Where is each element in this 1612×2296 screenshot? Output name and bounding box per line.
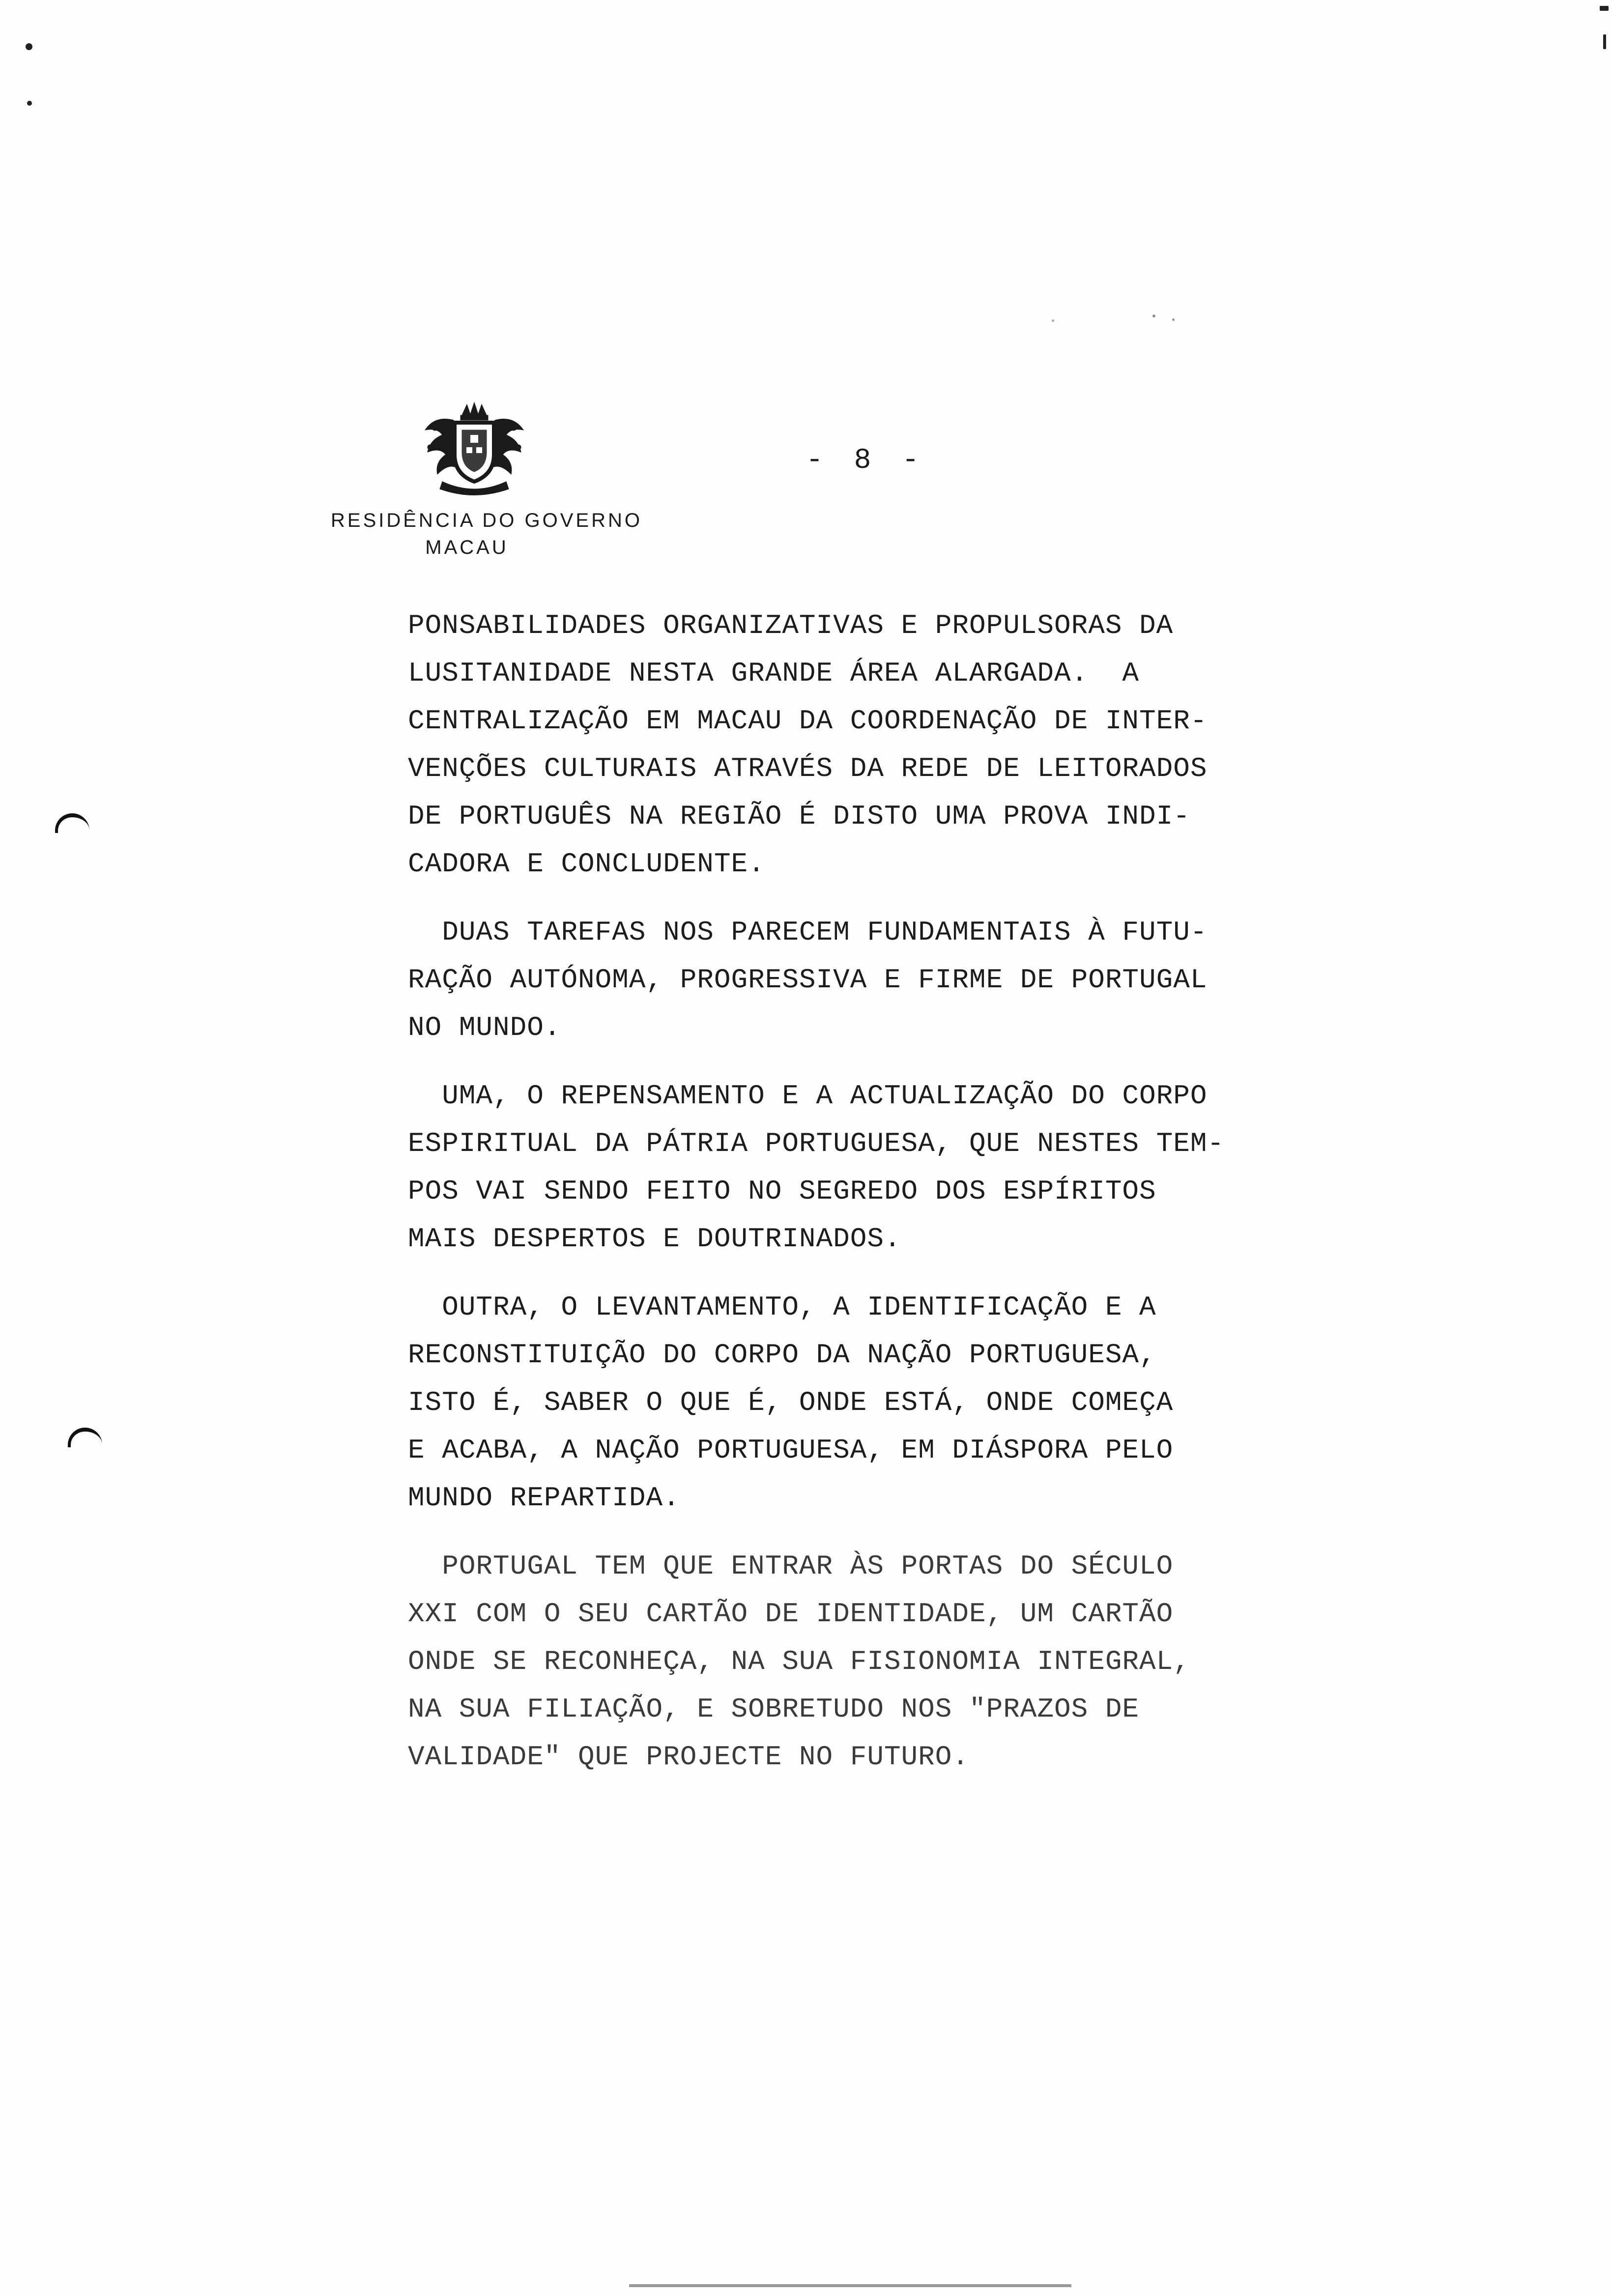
hole-punch-mark — [55, 813, 89, 833]
letterhead — [319, 401, 654, 559]
paragraph — [408, 1543, 1391, 1781]
text-line: VALIDADE" QUE PROJECTE NO FUTURO. — [408, 1741, 969, 1773]
text-line: NA SUA FILIAÇÃO, E SOBRETUDO NOS "PRAZOS DE — [408, 1693, 1140, 1725]
text-line: OUTRA, O LEVANTAMENTO, A IDENTIFICAÇÃO E A — [408, 1292, 1156, 1323]
paragraph — [408, 1284, 1391, 1522]
text-line: PONSABILIDADES ORGANIZATIVAS E PROPULSORAS DA — [408, 610, 1174, 641]
text-line: MAIS DESPERTOS E DOUTRINADOS. — [408, 1223, 901, 1255]
text-line: RAÇÃO AUTÓNOMA, PROGRESSIVA E FIRME DE PORTUGAL — [408, 964, 1208, 996]
text-line: XXI COM O SEU CARTÃO DE IDENTIDADE, UM CARTÃO — [408, 1598, 1174, 1630]
text-line: UMA, O REPENSAMENTO E A ACTUALIZAÇÃO DO CORPO — [408, 1080, 1208, 1112]
text-line: DE PORTUGUÊS NA REGIÃO É DISTO UMA PROVA INDI- — [408, 801, 1190, 832]
letterhead-city: MACAU — [425, 537, 509, 558]
letterhead-residence: RESIDÊNCIA DO GOVERNO — [331, 510, 642, 531]
coat-of-arms-icon — [415, 401, 533, 499]
page-number: - 8 - — [806, 445, 926, 477]
body-text — [408, 602, 1391, 1802]
text-line: VENÇÕES CULTURAIS ATRAVÉS DA REDE DE LEITORADOS — [408, 753, 1208, 784]
text-line: MUNDO REPARTIDA. — [408, 1482, 680, 1514]
paragraph — [408, 909, 1391, 1052]
text-line: ISTO É, SABER O QUE É, ONDE ESTÁ, ONDE COMEÇA — [408, 1387, 1174, 1418]
text-line: DUAS TAREFAS NOS PARECEM FUNDAMENTAIS À FUTU- — [408, 917, 1208, 948]
hole-punch-mark — [68, 1428, 102, 1447]
text-line: NO MUNDO. — [408, 1012, 561, 1043]
scan-edge-line — [629, 2284, 1071, 2287]
text-line: ONDE SE RECONHEÇA, NA SUA FISIONOMIA INTEGRAL, — [408, 1646, 1190, 1677]
text-line: POS VAI SENDO FEITO NO SEGREDO DOS ESPÍRITOS — [408, 1176, 1156, 1207]
text-line: PORTUGAL TEM QUE ENTRAR ÀS PORTAS DO SÉCULO — [408, 1550, 1174, 1582]
text-line: RECONSTITUIÇÃO DO CORPO DA NAÇÃO PORTUGUESA, — [408, 1339, 1156, 1371]
scan-speck — [1172, 318, 1175, 321]
scan-speck — [1052, 319, 1054, 322]
paragraph — [408, 1072, 1391, 1263]
paragraph — [408, 602, 1391, 888]
text-line: ESPIRITUAL DA PÁTRIA PORTUGUESA, QUE NESTES TEM- — [408, 1128, 1225, 1159]
text-line: CENTRALIZAÇÃO EM MACAU DA COORDENAÇÃO DE INTER- — [408, 705, 1208, 737]
text-line: CADORA E CONCLUDENTE. — [408, 848, 765, 880]
scan-speck — [27, 101, 32, 106]
text-line: E ACABA, A NAÇÃO PORTUGUESA, EM DIÁSPORA PELO — [408, 1435, 1174, 1466]
text-line: LUSITANIDADE NESTA GRANDE ÁREA ALARGADA. A — [408, 658, 1140, 689]
scan-speck — [1600, 6, 1609, 11]
scan-speck — [26, 43, 32, 50]
scan-speck — [1603, 34, 1606, 49]
scan-speck — [1152, 315, 1155, 317]
